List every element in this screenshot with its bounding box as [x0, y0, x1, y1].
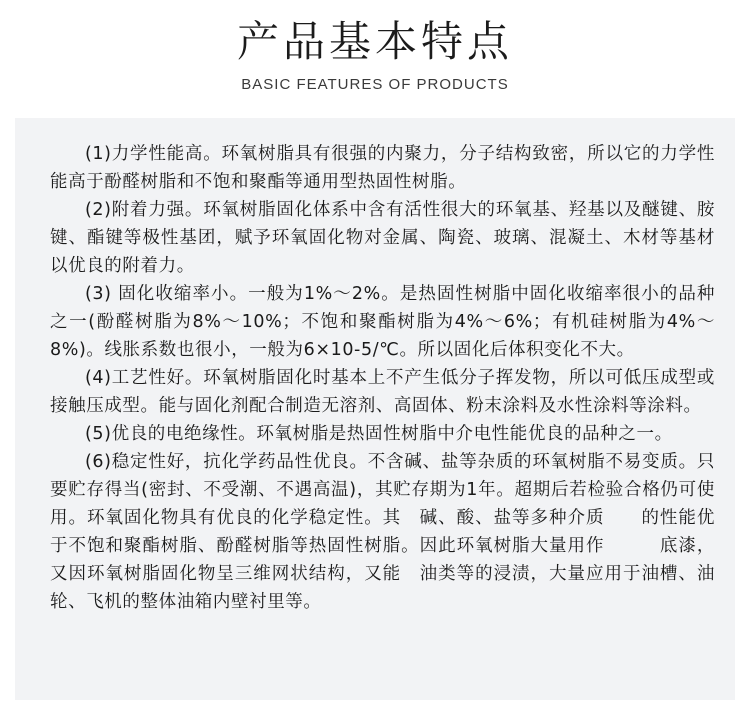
feature-paragraph-mechanical: (1)力学性能高。环氧树脂具有很强的内聚力，分子结构致密，所以它的力学性能高于酚醛树脂和不饱和聚酯等通用型热固性树脂。 [50, 144, 715, 192]
page-title: 产品基本特点 [236, 17, 513, 66]
feature-paragraph-shrinkage: (3) 固化收缩率小。一般为1%～2%。是热固性树脂中固化收缩率很小的品种之一(酚醛树脂为8%～10%；不饱和聚酯树脂为4%～6%；有机硅树脂为4%～8%)。线胀系数也很小，一般为6×10-5/℃。所以固化后体积变化不大。 [50, 284, 715, 360]
feature-paragraph-processability: (4)工艺性好。环氧树脂固化时基本上不产生低分子挥发物，所以可低压成型或接触压成型。能与固化剂配合制造无溶剂、高固体、粉末涂料及水性涂料等涂料。 [50, 368, 715, 416]
feature-paragraph-adhesion: (2)附着力强。环氧树脂固化体系中含有活性很大的环氧基、羟基以及醚键、胺键、酯键等极性基团，赋予环氧固化物对金属、陶瓷、玻璃、混凝土、木材等基材以优良的附着力。 [50, 200, 715, 276]
feature-paragraph-stability: (6)稳定性好，抗化学药品性优良。不含碱、盐等杂质的环氧树脂不易变质。只要贮存得当(密封、不受潮、不遇高温)，其贮存期为1年。超期后若检验合格仍可使用。环氧固化物具有优良的化学稳定性。其 碱、酸、盐等多种介质 的性能优于不饱和聚酯树脂、酚醛树脂等热固性树脂。因此环氧树脂大量用作 底漆，又因环氧树脂固化物呈三维网状结构，又能 油类等的浸渍，大量应用于油槽、油轮、飞机的整体油箱内壁衬里等。 [50, 452, 715, 612]
page-subtitle: BASIC FEATURES OF PRODUCTS [241, 76, 509, 93]
page-header [0, 0, 750, 118]
feature-paragraph-insulation: (5)优良的电绝缘性。环氧树脂是热固性树脂中介电性能优良的品种之一。 [85, 424, 673, 444]
features-panel [15, 118, 735, 700]
